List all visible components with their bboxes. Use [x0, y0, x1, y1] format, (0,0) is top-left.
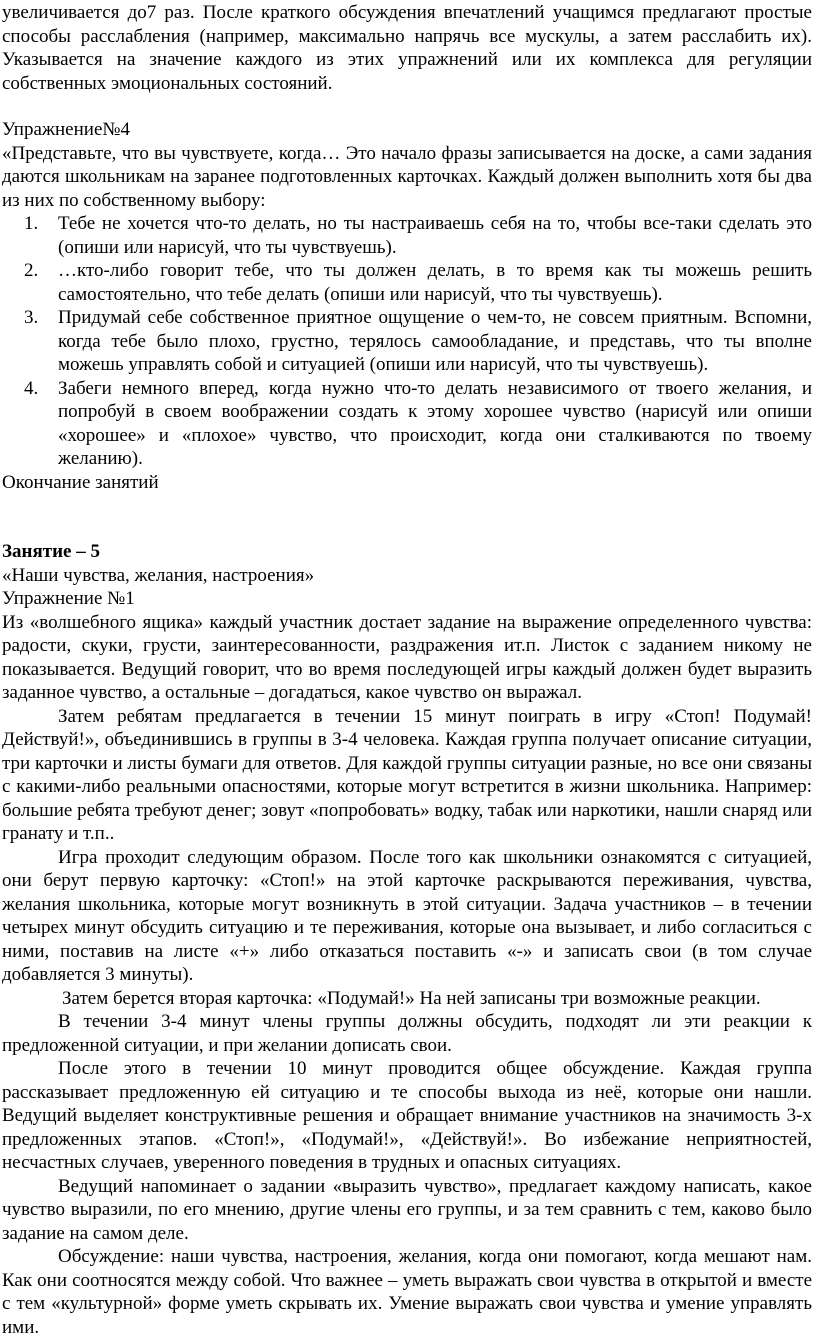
lesson5-subtitle: «Наши чувства, желания, настроения»	[2, 564, 315, 586]
intro-paragraph: увеличивается до7 раз. После краткого обсуждения впечатлений учащимся предлагают простые способы расслабления (например, максимально напрячь все мускулы, а затем расслабить их). Указывается на значение каждого из этих упражнений или их комплекса для регуляции собственных эмоциональных состояний.	[2, 2, 812, 94]
body-paragraph: Из «волшебного ящика» каждый участник достает задание на выражение определенного чувства: радости, скуки, грусти, заинтересованности, раздражения ит.п. Листок с заданием никому не показывается. Ведущий говорит, что во время последующей игры каждый должен будет выразить заданное чувство, а остальные – догадаться, какое чувство он выражал.	[2, 611, 812, 703]
body-paragraph: После этого в течении 10 минут проводится общее обсуждение. Каждая группа рассказывает предложенную ей ситуацию и те способы выхода из неё, которые они нашли. Ведущий выделяет конструктивные решения и обращает внимание участников на значимость 3-х предложенных этапов. «Стоп!», «Подумай!», «Действуй!». Во избежание неприятностей, несчастных случаев, уверенного поведения в трудных и опасных ситуациях.	[2, 1058, 812, 1173]
body-paragraph: Затем берется вторая карточка: «Подумай!» На ней записаны три возможные реакции.	[62, 987, 761, 1009]
spacer	[2, 95, 812, 118]
list-item	[2, 212, 812, 259]
list-item-text: …кто-либо говорит тебе, что ты должен делать, в то время как ты можешь решить самостоятельно, что тебе делать (опиши или нарисуй, что ты чувствуешь).	[58, 260, 812, 305]
body-paragraph: Затем ребятам предлагается в течении 15 минут поиграть в игру «Стоп! Подумай! Действуй!», объединившись в группы в 3-4 человека. Каждая группа получает описание ситуации, три карточки и листы бумаги для ответов. Для каждой группы ситуации разные, но все они связаны с какими-либо реальными опасностями, которые могут встретится в жизни школьника. Например: большие ребята требуют денег; зовут «попробовать» водку, табак или наркотики, нашли снаряд или гранату и т.п..	[2, 705, 812, 844]
list-item-number: 3.	[24, 307, 39, 328]
body-paragraph: Ведущий напоминает о задании «выразить чувство», предлагает каждому написать, какое чувство выразили, по его мнению, другие члены его группы, и за тем сравнить с тем, каково было задание на самом деле.	[2, 1175, 812, 1244]
list-item	[2, 377, 812, 471]
list-item	[2, 306, 812, 377]
body-paragraph: В течении 3-4 минут члены группы должны обсудить, подходят ли эти реакции к предложенной ситуации, и при желании дописать свои.	[2, 1011, 812, 1056]
body-paragraph: Обсуждение: наши чувства, настроения, желания, когда они помогают, когда мешают нам. Как они соотносятся между собой. Что важнее – уметь выражать свои чувства в открытой и вместе с тем «культурной» форме уметь скрывать их. Умение выражать свои чувства и умение управлять ими.	[2, 1246, 812, 1338]
list-item-number: 1.	[24, 213, 39, 234]
exercise4-ending: Окончание занятий	[2, 471, 159, 493]
lesson5-exercise-heading: Упражнение №1	[2, 588, 135, 609]
document-page	[2, 1, 812, 1339]
list-item	[2, 259, 812, 306]
exercise4-list	[2, 212, 812, 471]
lesson5-heading: Занятие – 5	[2, 541, 100, 562]
spacer	[2, 494, 812, 540]
list-item-text: Придумай себе собственное приятное ощущение о чем-то, не совсем приятным. Вспомни, когда тебе было плохо, грустно, терялось самообладание, и представь, что ты вполне можешь управлять собой и ситуацией (опиши или нарисуй, что ты чувствуешь).	[58, 307, 812, 375]
list-item-text: Забеги немного вперед, когда нужно что-то делать независимого от твоего желания, и попробуй в своем воображении создать к этому хорошее чувство (нарисуй или опиши «хорошее» и «плохое» чувство, что происходит, когда они сталкиваются по твоему желанию).	[58, 377, 812, 469]
exercise4-lead: «Представьте, что вы чувствуете, когда… Это начало фразы записывается на доске, а сами задания даются школьникам на заранее подготовленных карточках. Каждый должен выполнить хотя бы два из них по собственному выбору:	[2, 142, 812, 211]
body-paragraph: Игра проходит следующим образом. После того как школьники ознакомятся с ситуацией, они берут первую карточку: «Стоп!» на этой карточке раскрываются переживания, чувства, желания школьника, которые могут возникнуть в этой ситуации. Задача участников – в течении четырех минут обсудить ситуацию и те переживания, которые она вызывает, и либо согласиться с ними, поставив на листе «+» либо отказаться поставить «-» и записать свои (в том случае добавляется 3 минуты).	[2, 846, 812, 985]
list-item-number: 2.	[24, 260, 39, 281]
list-item-text: Тебе не хочется что-то делать, но ты настраиваешь себя на то, чтобы все-таки сделать это (опиши или нарисуй, что ты чувствуешь).	[58, 213, 812, 258]
exercise4-heading: Упражнение№4	[2, 119, 131, 140]
list-item-number: 4.	[24, 377, 39, 399]
